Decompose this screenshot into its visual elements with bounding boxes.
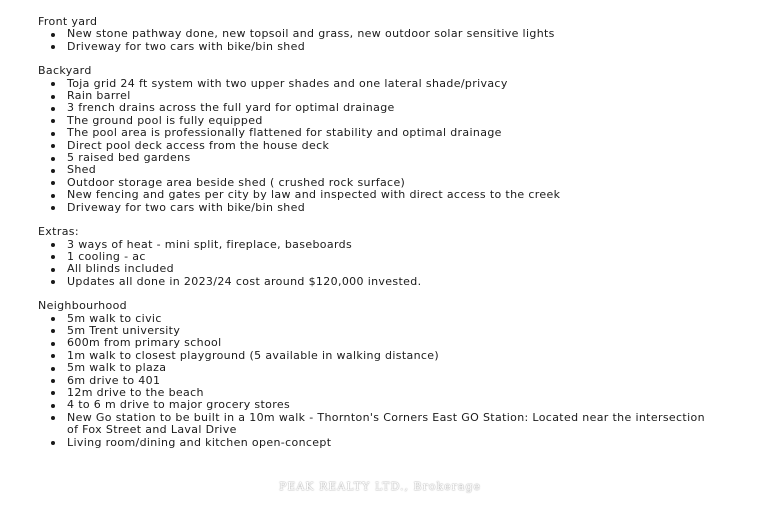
- bullet-icon: [51, 95, 55, 99]
- section-extras: [38, 226, 738, 288]
- bullet-icon: [51, 181, 55, 185]
- list-item-text: 5m Trent university: [67, 323, 181, 337]
- bullet-icon: [51, 33, 55, 37]
- list-item-text: New stone pathway done, new topsoil and grass, new outdoor solar sensitive lights: [67, 27, 555, 41]
- bullet-list: [38, 78, 738, 214]
- section-title: Neighbourhood: [38, 299, 127, 313]
- bullet-icon: [51, 280, 55, 284]
- list-item: [38, 152, 738, 164]
- list-item-text: All blinds included: [67, 262, 174, 276]
- listing-document: [38, 16, 738, 461]
- bullet-list: [38, 313, 738, 449]
- bullet-icon: [51, 255, 55, 259]
- list-item: [38, 202, 738, 214]
- bullet-icon: [51, 441, 55, 445]
- list-item-text: 5m walk to plaza: [67, 361, 167, 375]
- list-item: [38, 276, 738, 288]
- list-item-text: Rain barrel: [67, 89, 131, 103]
- list-item: [38, 41, 738, 53]
- list-item-text: Driveway for two cars with bike/bin shed: [67, 200, 306, 214]
- bullet-icon: [51, 317, 55, 321]
- bullet-icon: [51, 379, 55, 383]
- section-title: Extras:: [38, 225, 79, 239]
- bullet-icon: [51, 194, 55, 198]
- bullet-icon: [51, 206, 55, 210]
- section-neighbourhood: [38, 300, 738, 449]
- bullet-icon: [51, 107, 55, 111]
- bullet-icon: [51, 169, 55, 173]
- bullet-icon: [51, 82, 55, 86]
- list-item-text: 5m walk to civic: [67, 311, 162, 325]
- bullet-icon: [51, 404, 55, 408]
- bullet-icon: [51, 268, 55, 272]
- list-item-text: 12m drive to the beach: [67, 385, 204, 399]
- section-title: Backyard: [38, 64, 92, 78]
- list-item: [38, 78, 738, 90]
- list-item-text: Updates all done in 2023/24 cost around $120,000 invested.: [67, 274, 422, 288]
- bullet-icon: [51, 157, 55, 161]
- list-item-text: 1 cooling - ac: [67, 249, 146, 263]
- list-item-text: 1m walk to closest playground (5 available in walking distance): [67, 348, 440, 362]
- list-item-text: 4 to 6 m drive to major grocery stores: [67, 398, 291, 412]
- bullet-icon: [51, 416, 55, 420]
- list-item-text: New fencing and gates per city by law and inspected with direct access to the creek: [67, 188, 561, 202]
- section-title: Front yard: [38, 15, 98, 28]
- list-item-text: New Go station to be built in a 10m walk - Thornton's Corners East GO Station: Located near the intersection of Fox Street and Laval Drive: [67, 410, 705, 437]
- bullet-icon: [51, 367, 55, 371]
- bullet-icon: [51, 342, 55, 346]
- list-item-text: Driveway for two cars with bike/bin shed: [67, 39, 306, 53]
- list-item-text: Living room/dining and kitchen open-concept: [67, 435, 332, 449]
- list-item-text: 6m drive to 401: [67, 373, 161, 387]
- bullet-icon: [51, 45, 55, 49]
- list-item-text: The ground pool is fully equipped: [67, 113, 263, 127]
- list-item-text: 3 french drains across the full yard for optimal drainage: [67, 101, 395, 115]
- brokerage-watermark: PEAK REALTY LTD., Brokerage: [278, 480, 482, 493]
- bullet-icon: [51, 119, 55, 123]
- bullet-icon: [51, 391, 55, 395]
- list-item-text: 5 raised bed gardens: [67, 151, 191, 165]
- section-front-yard: [38, 16, 738, 53]
- bullet-icon: [51, 354, 55, 358]
- list-item-text: Direct pool deck access from the house deck: [67, 138, 330, 152]
- list-item-text: Toja grid 24 ft system with two upper shades and one lateral shade/privacy: [67, 76, 508, 90]
- section-backyard: [38, 65, 738, 214]
- list-item-text: Outdoor storage area beside shed ( crushed rock surface): [67, 175, 406, 189]
- list-item-text: Shed: [67, 163, 97, 177]
- bullet-icon: [51, 144, 55, 148]
- bullet-list: [38, 239, 738, 289]
- bullet-icon: [51, 243, 55, 247]
- bullet-icon: [51, 329, 55, 333]
- list-item-text: The pool area is professionally flattened for stability and optimal drainage: [67, 126, 502, 140]
- list-item-text: 3 ways of heat - mini split, fireplace, baseboards: [67, 237, 353, 251]
- list-item: [38, 437, 738, 449]
- list-item-text: 600m from primary school: [67, 336, 222, 350]
- bullet-list: [38, 28, 738, 53]
- list-item: [38, 412, 717, 437]
- bullet-icon: [51, 132, 55, 136]
